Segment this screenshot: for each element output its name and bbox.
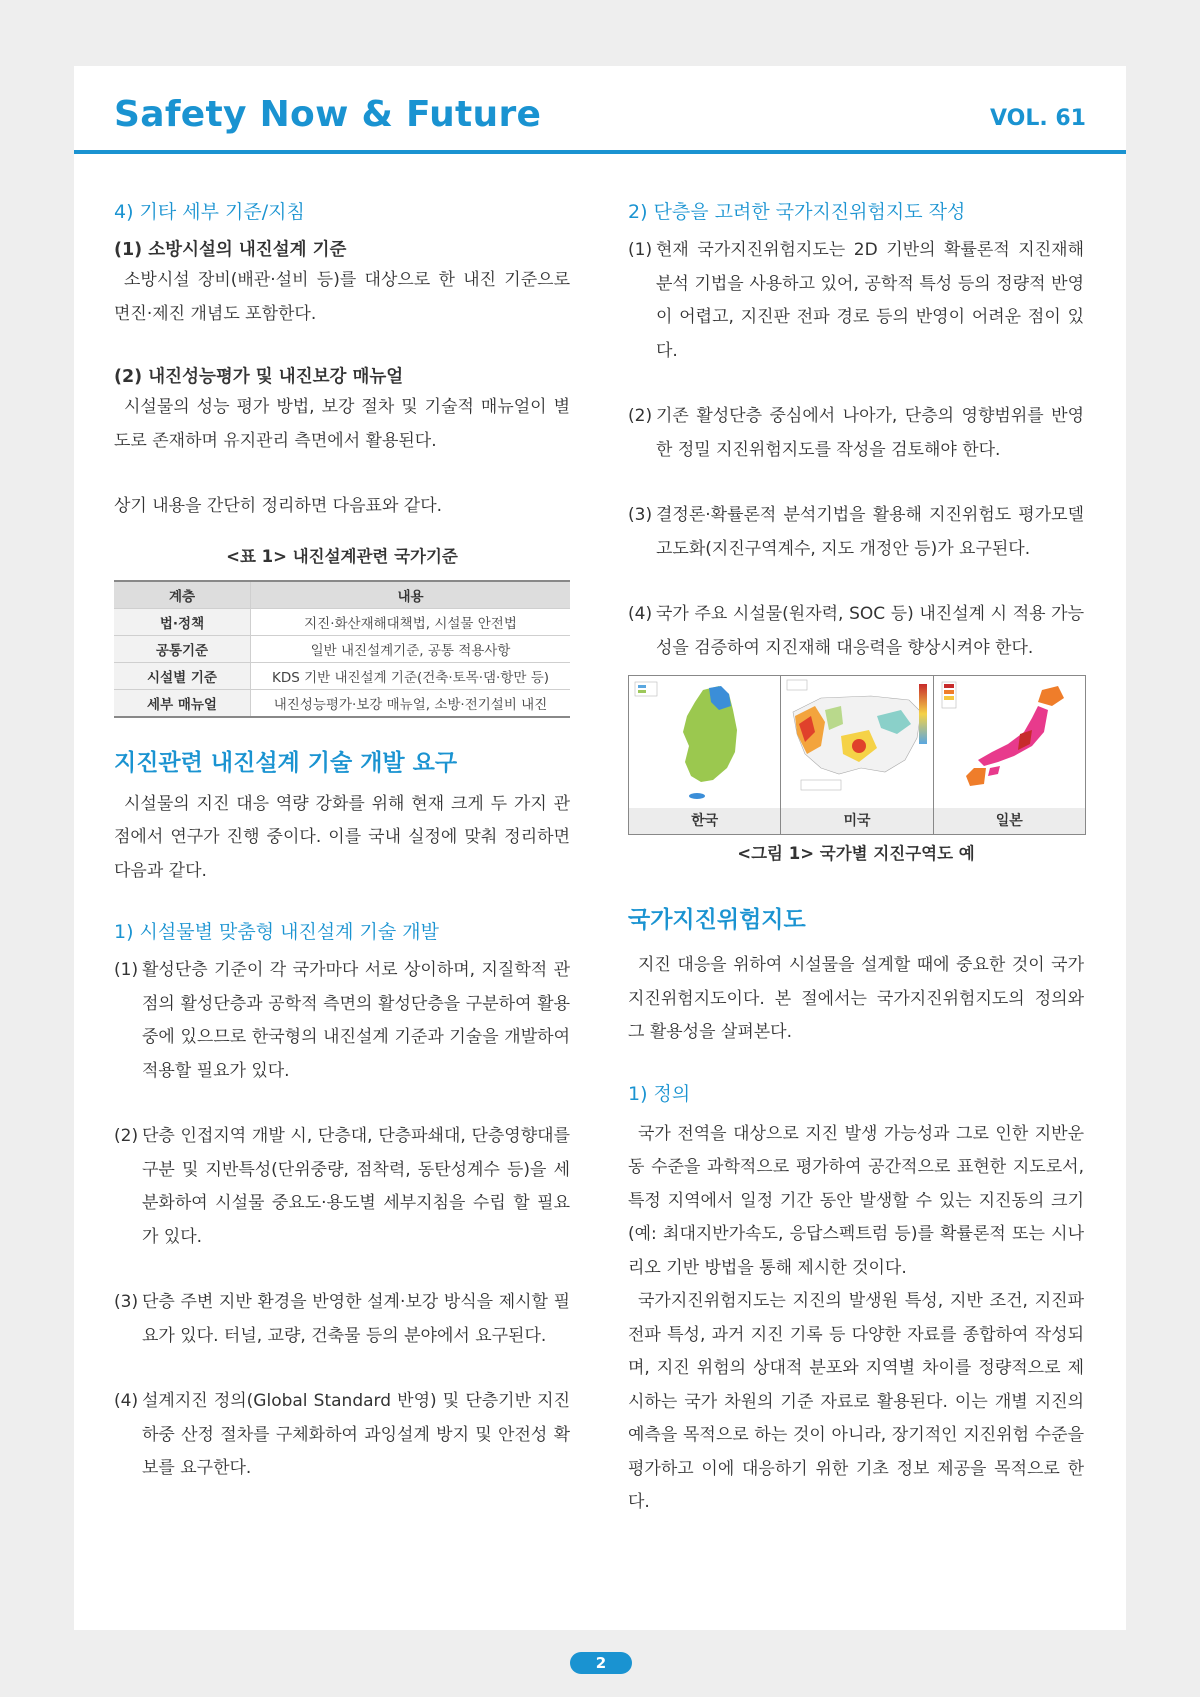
sub2-text: 시설물의 성능 평가 방법, 보강 절차 및 기술적 매뉴얼이 별도로 존재하며 유지관리 측면에서 활용된다. xyxy=(114,397,570,451)
list-item xyxy=(628,598,1084,665)
summary-text: 상기 내용을 간단히 정리하면 다음표와 같다. xyxy=(114,496,443,516)
usa-map xyxy=(781,676,933,808)
figure-label-korea: 한국 xyxy=(629,808,781,834)
page xyxy=(74,66,1126,1630)
list-item-number: (3) xyxy=(628,505,653,525)
sub1-text: 소방시설 장비(배관·설비 등)를 대상으로 한 내진 기준으로 면진·제진 개념도 포함한다. xyxy=(114,270,570,324)
figure-labels xyxy=(628,808,1086,835)
list-item-text: 현재 국가지진위험지도는 2D 기반의 확률론적 지진재해분석 기법을 사용하고 있어, 공학적 특성 등의 정량적 반영이 어렵고, 지진판 전파 경로 등의 반영이 어려운 점이 있다. xyxy=(656,240,1084,361)
table-cell-content: 내진성능평가·보강 매뉴얼, 소방·전기설비 내진 xyxy=(251,689,571,717)
list-item xyxy=(628,499,1084,566)
list-item-number: (2) xyxy=(114,1126,139,1146)
section-title-seismic-design: 지진관련 내진설계 기술 개발 요구 xyxy=(114,749,458,776)
section-intro: 시설물의 지진 대응 역량 강화를 위해 현재 크게 두 가지 관점에서 연구가 진행 중이다. 이를 국내 실정에 맞춰 정리하면 다음과 같다. xyxy=(114,793,570,881)
header-divider xyxy=(74,150,1126,154)
list-item-text: 단층 주변 지반 환경을 반영한 설계·보강 방식을 제시할 필요가 있다. 터널, 교량, 건축물 등의 분야에서 요구된다. xyxy=(142,1292,570,1346)
table-row xyxy=(114,689,570,717)
definition-paragraph-1: 국가 전역을 대상으로 지진 발생 가능성과 그로 인한 지반운동 수준을 과학적으로 평가하여 공간적으로 표현한 지도로서, 특정 지역에서 일정 기간 동안 발생할 수 있는 지진동의 크기(예: 최대지반가속도, 응답스펙트럼 등)를 확률론적 또는 시나리오 기반 방법을 통해 제시한 것이다. xyxy=(628,1123,1084,1278)
figure-maps xyxy=(628,675,1086,809)
table-row xyxy=(114,608,570,635)
definition-title: 1) 정의 xyxy=(628,1082,691,1105)
list-item-text: 단층 인접지역 개발 시, 단층대, 단층파쇄대, 단층영향대를 구분 및 지반특성(단위중량, 점착력, 동탄성계수 등)을 세분화하여 시설물 중요도·용도별 세부지침을 수립 할 필요가 있다. xyxy=(142,1126,570,1247)
list-item-number: (1) xyxy=(114,960,139,980)
list-item xyxy=(114,1385,570,1486)
volume-label: VOL. 61 xyxy=(990,106,1086,131)
page-number-badge: 2 xyxy=(570,1652,632,1674)
table-caption: <표 1> 내진설계관련 국가기준 xyxy=(226,546,458,566)
table-cell-content: 지진·화산재해대책법, 시설물 안전법 xyxy=(251,608,571,635)
table-header-layer: 계층 xyxy=(114,581,251,609)
list-item-text: 활성단층 기준이 각 국가마다 서로 상이하며, 지질학적 관점의 활성단층과 공학적 측면의 활성단층을 구분하여 활용중에 있으므로 한국형의 내진설계 기준과 기술을 개발하여 적용할 필요가 있다. xyxy=(142,960,570,1081)
definition-paragraph-2: 국가지진위험지도는 지진의 발생원 특성, 지반 조건, 지진파 전파 특성, 과거 지진 기록 등 다양한 자료를 종합하여 작성되며, 지진 위험의 상대적 분포와 지역별 차이를 정량적으로 제시하는 국가 차원의 기준 자료로 활용된다. 이는 개별 지진의 예측을 목적으로 하는 것이 아니라, 장기적인 지진위험 수준을 평가하고 이에 대응하기 위한 기초 정보 제공을 목적으로 한다. xyxy=(628,1291,1084,1512)
table-row xyxy=(114,635,570,662)
list-item xyxy=(628,400,1084,467)
list-item xyxy=(114,1286,570,1353)
list-item xyxy=(114,1120,570,1254)
left-column xyxy=(114,198,570,1486)
list-item-number: (4) xyxy=(628,604,653,624)
table-header-content: 내용 xyxy=(251,581,571,609)
table-cell-layer: 세부 매뉴얼 xyxy=(114,689,251,717)
sub1-title: (1) 소방시설의 내진설계 기준 xyxy=(114,240,347,260)
list-item xyxy=(114,954,570,1088)
list-item xyxy=(628,234,1084,368)
table-cell-content: 일반 내진설계기준, 공통 적용사항 xyxy=(251,635,571,662)
right-column xyxy=(628,198,1084,1520)
sub2-title: (2) 내진성능평가 및 내진보강 매뉴얼 xyxy=(114,367,404,387)
list-item-number: (3) xyxy=(114,1292,139,1312)
section-title-hazard-map: 국가지진위험지도 xyxy=(628,907,806,933)
japan-map xyxy=(934,676,1085,808)
list-item-number: (4) xyxy=(114,1391,139,1411)
subsection-2-title: 2) 단층을 고려한 국가지진위험지도 작성 xyxy=(628,201,966,223)
table-cell-layer: 공통기준 xyxy=(114,635,251,662)
korea-map xyxy=(629,676,781,808)
list-item-text: 설계지진 정의(Global Standard 반영) 및 단층기반 지진하중 산정 절차를 구체화하여 과잉설계 방지 및 안전성 확보를 요구한다. xyxy=(142,1391,570,1478)
list-item-text: 결정론·확률론적 분석기법을 활용해 지진위험도 평가모델 고도화(지진구역계수, 지도 개정안 등)가 요구된다. xyxy=(656,505,1084,559)
table-cell-content: KDS 기반 내진설계 기준(건축·토목·댐·항만 등) xyxy=(251,662,571,689)
table-cell-layer: 시설별 기준 xyxy=(114,662,251,689)
section-intro-hazard-map: 지진 대응을 위하여 시설물을 설계할 때에 중요한 것이 국가지진위험지도이다. 본 절에서는 국가지진위험지도의 정의와 그 활용성을 살펴본다. xyxy=(628,955,1084,1042)
figure-caption: <그림 1> 국가별 지진구역도 예 xyxy=(737,844,975,863)
list-item-number: (2) xyxy=(628,406,653,426)
list-item-number: (1) xyxy=(628,240,653,260)
table-row xyxy=(114,662,570,689)
list-item-text: 기존 활성단층 중심에서 나아가, 단층의 영향범위를 반영한 정밀 지진위험지도를 작성을 검토해야 한다. xyxy=(656,406,1084,460)
figure-label-usa: 미국 xyxy=(781,808,933,834)
standards-table xyxy=(114,580,570,718)
header xyxy=(114,94,1086,150)
brand-title: Safety Now & Future xyxy=(114,94,542,135)
table-cell-layer: 법·정책 xyxy=(114,608,251,635)
figure-1 xyxy=(628,675,1084,835)
list-item-text: 국가 주요 시설물(원자력, SOC 등) 내진설계 시 적용 가능성을 검증하여 지진재해 대응력을 향상시켜야 한다. xyxy=(656,604,1084,658)
figure-label-japan: 일본 xyxy=(995,813,1023,829)
subsection-1-title: 1) 시설물별 맞춤형 내진설계 기술 개발 xyxy=(114,921,440,943)
section-4-title: 4) 기타 세부 기준/지침 xyxy=(114,201,305,223)
